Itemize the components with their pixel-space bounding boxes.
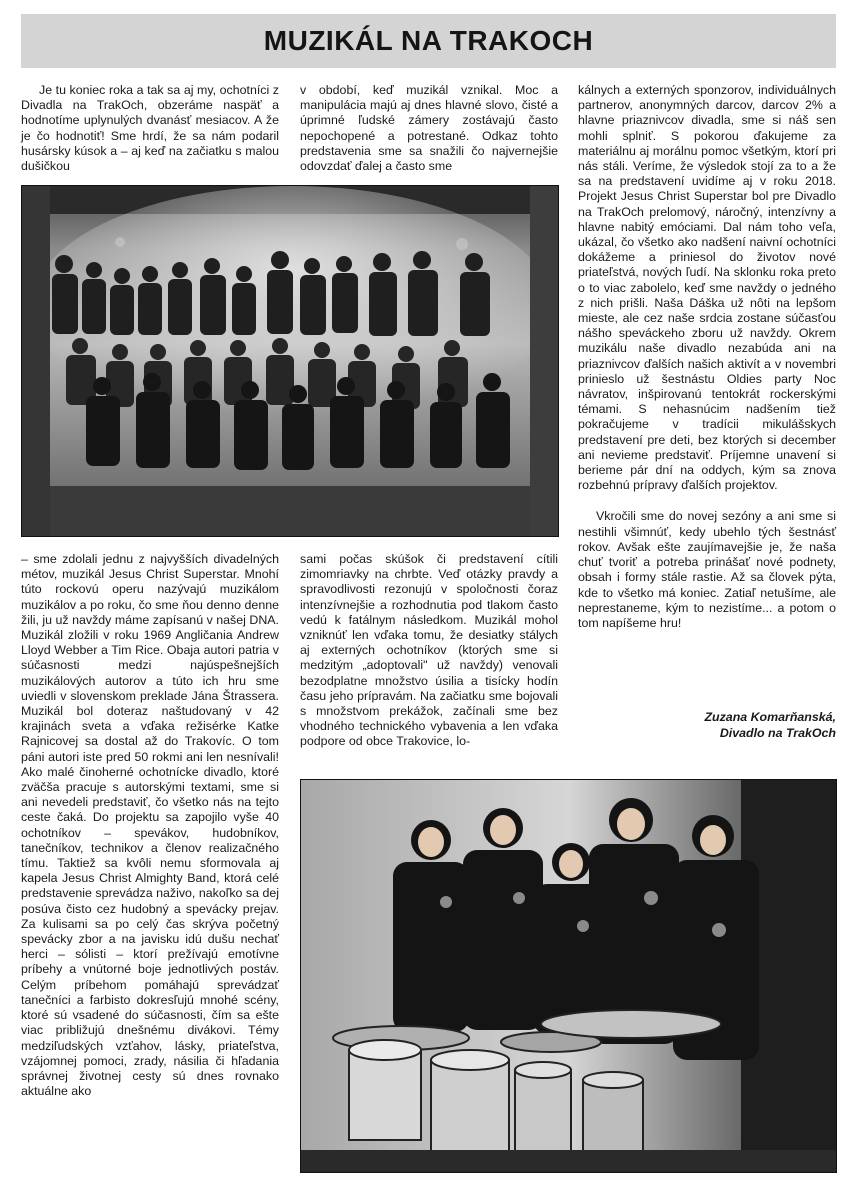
column2-bottom-text bbox=[300, 552, 558, 774]
column3-text bbox=[578, 83, 836, 703]
band-photo-image bbox=[301, 780, 836, 1172]
paragraph: v období, keď muzikál vznikal. Moc a manipulácia majú aj dnes hlavné slovo, čisté a úprimné ľudské zámery zostávajú často nepochopené a potrestané. Odkaz tohto predstavenia sme sa snažili čo najvernejšie odovzdať ďalej a často sme bbox=[300, 83, 558, 174]
group-photo bbox=[21, 185, 559, 537]
author-signature bbox=[578, 709, 836, 741]
paragraph: sami počas skúšok či predstavení cítili zimomriavky na chrbte. Veď otázky pravdy a spravodlivosti rezonujú v spoločnosti čoraz intenzívnejšie a rozhodnutia pod tlakom často vedú k fatálnym následkom. Muzikál mohol vzniknúť len vďaka tomu, že desiatky stálych aj externých ochotníkov (ktorých sme si medzitým „adoptovali" už navždy) venovali bezodplatne množstvo úsilia a tisícky hodín času jeho prípravám. Na začiatku sme bojovali s množstvom prekážok, začínali sme bez vhodného technického vybavenia a len vďaka podpore od obce Trakovice, lo- bbox=[300, 552, 558, 749]
paragraph: Je tu koniec roka a tak sa aj my, ochotníci z Divadla na TrakOch, obzeráme naspäť a hodnotíme uplynulých dvanásť mesiacov. A že je čo hodnotiť! Sme hrdí, že sa nám podaril husársky kúsok a – aj keď na začiatku s malou dušičkou bbox=[21, 83, 279, 174]
column1-bottom-text bbox=[21, 552, 279, 1182]
author-name: Zuzana Komarňanská, bbox=[704, 710, 836, 724]
title-banner bbox=[21, 14, 836, 68]
article-title: MUZIKÁL NA TRAKOCH bbox=[263, 25, 594, 56]
author-organization: Divadlo na TrakOch bbox=[719, 726, 836, 740]
paragraph: Vkročili sme do novej sezóny a ani sme si nestihli všimnúť, kedy ubehlo tých šestnásť rokov. Avšak ešte zaujímavejšie je, že naša chuť tvoriť a potreba prinášať nové podnety, obsah i formy stále rastie. Až sa človek pýta, kde to všetko má koniec. Zatiaľ netušíme, ale neprestaneme, kým to nezistíme... a potom o tom napíšeme hru! bbox=[578, 509, 836, 630]
column2-top-text bbox=[300, 83, 558, 183]
band-photo bbox=[300, 779, 837, 1173]
group-photo-image bbox=[22, 186, 558, 536]
column1-top-text bbox=[21, 83, 279, 183]
paragraph: – sme zdolali jednu z najvyšších divadelných métov, muzikál Jesus Christ Superstar. Mnohí túto rockovú operu nazývajú muzikálom muzikálov a po roku, čo sme ňou denno denne žili, ju už navždy máme zapísanú v našej DNA. Muzikál zložili v roku 1969 Angličania Andrew Lloyd Webber a Tim Rice. Obaja autori patria v súčasnosti medzi najúspešnejších muzikálových autorov a túto ich hru sme uviedli v slovenskom preklade Jána Štrassera. Muzikál bol doteraz naštudovaný v 42 krajinách sveta a vďaka režisérke Katke Rajnicovej sa dostal až do Trakovíc. O tom páni autori iste pred 50 rokmi ani len nesnívali! Ako malé činoherné ochotnícke divadlo, ktoré zväčša pracuje s autorskými textami, sme si ani nevedeli predstaviť, čo všetko nás na tejto ceste čaká. Do projektu sa zapojilo vyše 40 ochotníkov – spevákov, hudobníkov, tanečníkov, technikov a členov realizačného tímu. Taktiež sa kvôli nemu sformovala aj kapela Jesus Christ Almighty Band, ktorá celé predstavenie sprevádza naživo, nakoľko sa dej posúva čisto cez hudobný a spevácky prejav. Za kulisami sa po celý čas skrýva početný spevácky zbor a na javisku idú dušu nechať herci – sólisti – ktorí prežívajú emotívne príbehy a vnútorné boje jednotlivých postáv. Celým príbehom pomáhajú sprevádzať tanečníci a farbisto dokresľujú mnohé scény, ktoré sú vsadené do súčasnosti, čím sa ešte viac približujú dnešnému divákovi. Témy medziľudských vzťahov, lásky, priateľstva, vzájomnej pomoci, zrady, násilia či hľadania správnej životnej cesty sú dnes rovnako aktuálne ako bbox=[21, 552, 279, 1099]
paragraph: kálnych a externých sponzorov, individuálnych partnerov, anonymných darcov, darcov 2% a hlavne priaznivcov divadla, sme si náš sen mohli splniť. S pokorou ďakujeme za materiálnu aj morálnu pomoc všetkým, ktorí pri nás stáli. Veríme, že výsledok stojí za to a že sa na predstavení uvidíme aj v roku 2018. Projekt Jesus Christ Superstar bol pre Divadlo na TrakOch prelomový, náročný, intenzívny a hlavne nabitý emóciami. Dal nám toho veľa, ukázal, čo všetko ako nadšení naivní ochotníci dokážeme a priniesol do životov nové priateľstvá, nových ľudí. Na sklonku roka preto o to viac zabolelo, keď sme navždy o jedného z nich prišli. Naša Dáška už nôti na lepšom mieste, ale cez naše srdcia zostane súčasťou nášho speváckeho zboru už navždy. Okrem muzikálu naše divadlo nezabúda ani na priaznivcov ďalších našich aktivít a v novembri prinieslo už šestnástu Oldies party Noc návratov, inšpirovanú tentokrát rockerskými témami. S nehasnúcim nadšením tiež pokračujeme v tradícii mikulášskych predstavení pre deti, bez ktorých si december ani nevieme predstaviť. Príjemne unavení si berieme pár dní na oddych, kým sa znova rozbehnú prípravy ďalších projektov. bbox=[578, 83, 836, 493]
